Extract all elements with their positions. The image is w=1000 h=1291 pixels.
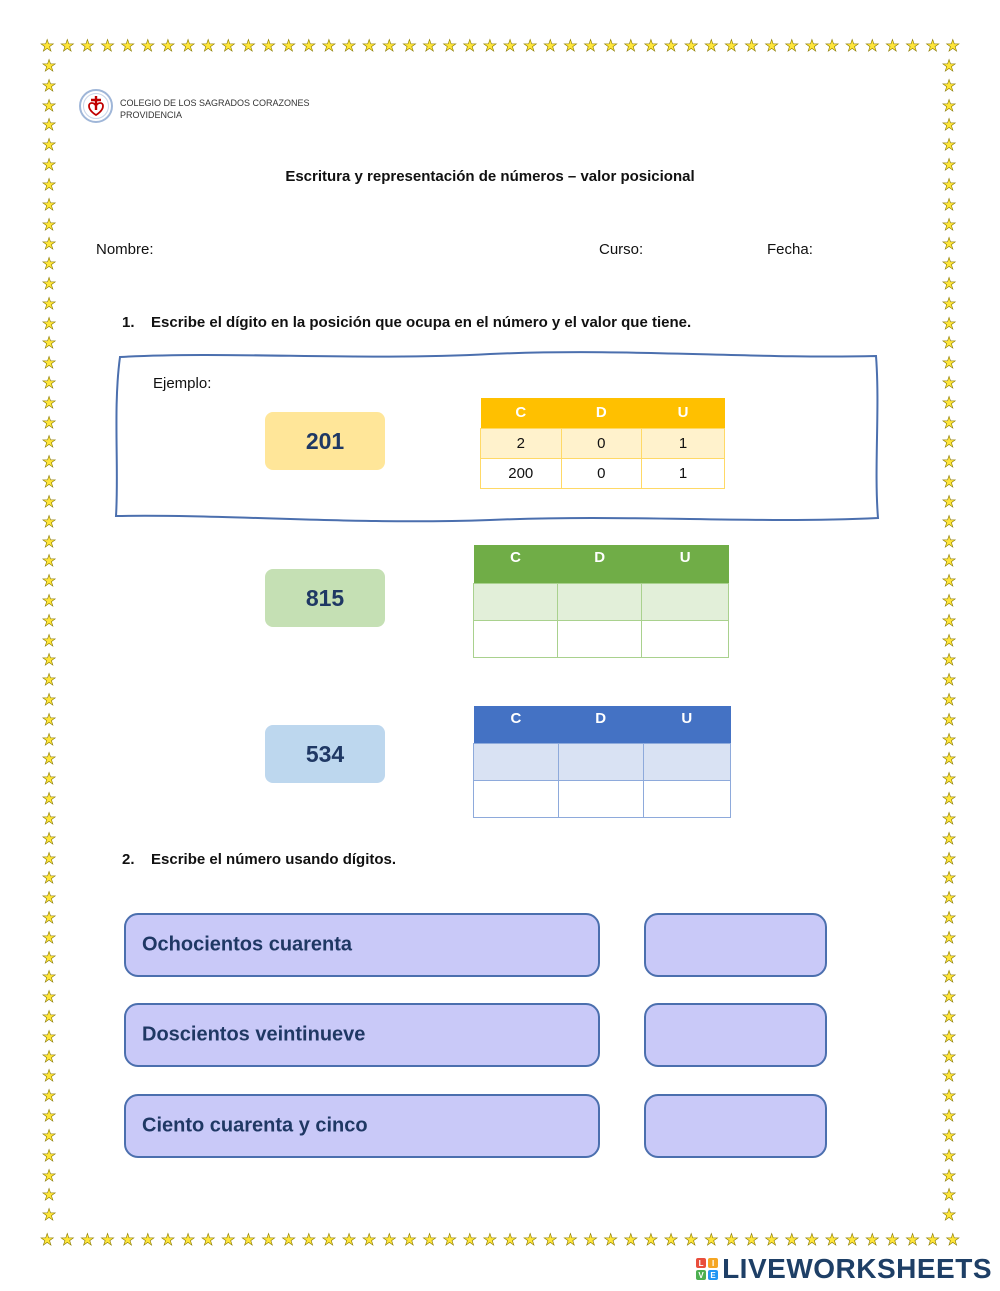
star-icon: ★ <box>281 1232 296 1249</box>
header-centenas: C <box>510 710 522 727</box>
star-icon: ★ <box>941 573 957 591</box>
star-icon: ★ <box>704 1232 719 1249</box>
school-crest-icon <box>78 88 114 124</box>
input-815-value-d[interactable] <box>558 620 642 657</box>
star-icon: ★ <box>201 38 216 55</box>
star-icon: ★ <box>422 1232 437 1249</box>
star-icon: ★ <box>885 1232 900 1249</box>
star-icon: ★ <box>603 1232 618 1249</box>
star-icon: ★ <box>41 929 57 947</box>
star-icon: ★ <box>744 38 759 55</box>
star-icon: ★ <box>603 38 618 55</box>
star-icon: ★ <box>623 38 638 55</box>
star-icon: ★ <box>41 791 57 809</box>
star-icon: ★ <box>941 969 957 987</box>
star-icon: ★ <box>764 38 779 55</box>
course-label: Curso: <box>599 241 644 258</box>
header-decenas: D <box>594 549 606 566</box>
star-icon: ★ <box>41 989 57 1007</box>
block-i: I <box>708 1258 718 1268</box>
words-box-2 <box>124 1003 600 1067</box>
star-icon: ★ <box>140 1232 155 1249</box>
answer-input-2[interactable] <box>644 1003 827 1067</box>
star-icon: ★ <box>865 38 880 55</box>
input-534-value-d[interactable] <box>558 780 643 817</box>
star-icon: ★ <box>382 1232 397 1249</box>
input-815-digit-d[interactable] <box>558 583 642 620</box>
star-icon: ★ <box>543 38 558 55</box>
words-text-2: Doscientos veintinueve <box>142 1023 366 1046</box>
star-icon: ★ <box>941 909 957 927</box>
star-icon: ★ <box>41 909 57 927</box>
example-digit-u: 1 <box>642 428 725 458</box>
star-icon: ★ <box>941 890 957 908</box>
star-icon: ★ <box>563 1232 578 1249</box>
star-icon: ★ <box>885 38 900 55</box>
star-icon: ★ <box>905 38 920 55</box>
star-icon: ★ <box>41 553 57 571</box>
star-icon: ★ <box>663 38 679 55</box>
star-icon: ★ <box>120 1232 135 1249</box>
school-name-line2: PROVIDENCIA <box>120 110 183 120</box>
star-icon: ★ <box>382 38 397 55</box>
star-icon: ★ <box>583 38 598 55</box>
star-icon: ★ <box>941 117 957 135</box>
star-icon: ★ <box>402 1232 417 1249</box>
star-icon: ★ <box>41 850 57 868</box>
words-box-3 <box>124 1094 600 1158</box>
star-icon: ★ <box>341 1232 357 1249</box>
question1-text: Escribe el dígito en la posición que ocupa en el número y el valor que tiene. <box>151 314 692 331</box>
star-icon: ★ <box>941 711 957 729</box>
star-icon: ★ <box>402 38 417 55</box>
liveworksheets-blocks-icon <box>696 1258 718 1280</box>
star-icon: ★ <box>41 949 57 967</box>
star-icon: ★ <box>941 612 957 630</box>
star-icon: ★ <box>41 137 57 155</box>
star-icon: ★ <box>41 731 57 749</box>
block-e: E <box>708 1270 718 1280</box>
star-icon: ★ <box>941 850 957 868</box>
star-icon: ★ <box>523 38 538 55</box>
star-icon: ★ <box>41 77 57 95</box>
name-label: Nombre: <box>96 241 154 258</box>
star-icon: ★ <box>941 632 957 650</box>
star-icon: ★ <box>261 1232 276 1249</box>
star-icon: ★ <box>41 870 57 888</box>
liveworksheets-brand: LIVEWORKSHEETS <box>722 1253 992 1284</box>
star-icon: ★ <box>241 1232 256 1249</box>
star-icon: ★ <box>41 58 57 75</box>
star-icon: ★ <box>41 672 57 690</box>
star-icon: ★ <box>41 236 57 254</box>
star-icon: ★ <box>41 1028 57 1046</box>
words-text-3: Ciento cuarenta y cinco <box>142 1114 368 1137</box>
star-icon: ★ <box>945 1232 960 1249</box>
star-icon: ★ <box>180 1232 196 1249</box>
star-icon: ★ <box>941 97 957 115</box>
star-icon: ★ <box>941 275 957 293</box>
star-icon: ★ <box>41 751 57 769</box>
header-centenas: C <box>515 404 527 422</box>
star-icon: ★ <box>80 1232 95 1249</box>
example-value-d: 0 <box>561 458 642 488</box>
star-icon: ★ <box>784 38 799 55</box>
star-icon: ★ <box>100 38 115 55</box>
example-number-box: 201 <box>265 412 385 470</box>
star-icon: ★ <box>941 414 957 432</box>
star-icon: ★ <box>941 949 957 967</box>
input-534-value-c[interactable] <box>474 780 559 817</box>
star-icon: ★ <box>523 1232 538 1249</box>
star-icon: ★ <box>941 375 957 392</box>
question1-number: 1. <box>122 314 135 331</box>
star-icon: ★ <box>941 751 957 769</box>
star-icon: ★ <box>941 1207 957 1225</box>
star-icon: ★ <box>941 1048 957 1066</box>
star-icon: ★ <box>941 652 957 670</box>
star-icon: ★ <box>41 890 57 908</box>
star-icon: ★ <box>462 1232 477 1249</box>
input-534-digit-c[interactable] <box>474 743 559 780</box>
star-icon: ★ <box>41 256 57 274</box>
place-value-table-534 <box>473 706 731 818</box>
star-icon: ★ <box>941 592 957 610</box>
star-icon: ★ <box>941 672 957 690</box>
star-icon: ★ <box>941 870 957 888</box>
star-icon: ★ <box>41 117 57 135</box>
header-unidades: U <box>677 404 689 422</box>
star-icon: ★ <box>60 38 75 55</box>
star-icon: ★ <box>160 1232 176 1249</box>
star-icon: ★ <box>301 1232 316 1249</box>
star-icon: ★ <box>41 375 57 392</box>
star-icon: ★ <box>41 652 57 670</box>
star-icon: ★ <box>941 929 957 947</box>
star-icon: ★ <box>482 1232 498 1249</box>
star-border-left <box>39 58 59 1226</box>
example-value-c: 200 <box>481 458 562 488</box>
star-icon: ★ <box>941 533 957 551</box>
star-icon: ★ <box>41 711 57 729</box>
block-l: L <box>696 1258 706 1268</box>
words-box-1 <box>124 913 600 977</box>
number-box-534: 534 <box>265 725 385 783</box>
star-icon: ★ <box>41 573 57 591</box>
school-name-line1: COLEGIO DE LOS SAGRADOS CORAZONES <box>120 98 310 108</box>
block-v: V <box>696 1270 706 1280</box>
star-icon: ★ <box>941 137 957 155</box>
star-border-bottom <box>40 1231 960 1251</box>
star-icon: ★ <box>941 989 957 1007</box>
star-icon: ★ <box>941 196 957 214</box>
star-icon: ★ <box>941 77 957 95</box>
star-icon: ★ <box>925 1232 940 1249</box>
answer-input-3[interactable] <box>644 1094 827 1158</box>
star-icon: ★ <box>41 493 57 511</box>
star-icon: ★ <box>41 592 57 610</box>
star-icon: ★ <box>41 295 57 313</box>
star-icon: ★ <box>941 295 957 313</box>
star-icon: ★ <box>80 38 95 55</box>
star-icon: ★ <box>941 315 957 333</box>
star-icon: ★ <box>221 38 236 55</box>
star-icon: ★ <box>41 434 57 452</box>
star-icon: ★ <box>41 1187 57 1205</box>
star-icon: ★ <box>824 1232 840 1249</box>
star-icon: ★ <box>41 394 57 412</box>
star-icon: ★ <box>941 810 957 828</box>
star-icon: ★ <box>41 176 57 194</box>
question2-number: 2. <box>122 851 135 868</box>
star-icon: ★ <box>941 256 957 274</box>
star-icon: ★ <box>941 1147 957 1165</box>
star-icon: ★ <box>824 38 840 55</box>
star-icon: ★ <box>804 1232 820 1249</box>
star-icon: ★ <box>941 731 957 749</box>
star-icon: ★ <box>623 1232 638 1249</box>
input-534-digit-d[interactable] <box>558 743 643 780</box>
star-icon: ★ <box>502 38 518 55</box>
number-box-815: 815 <box>265 569 385 627</box>
star-icon: ★ <box>941 434 957 452</box>
star-icon: ★ <box>941 830 957 848</box>
star-icon: ★ <box>41 810 57 828</box>
star-icon: ★ <box>941 1088 957 1106</box>
page-title: Escritura y representación de números – valor posicional <box>285 168 695 185</box>
star-icon: ★ <box>925 38 940 55</box>
example-place-value-table <box>480 398 725 489</box>
star-icon: ★ <box>41 1207 57 1225</box>
star-border-right <box>939 58 959 1226</box>
star-icon: ★ <box>462 38 477 55</box>
star-icon: ★ <box>941 513 957 531</box>
star-icon: ★ <box>41 830 57 848</box>
star-icon: ★ <box>41 454 57 472</box>
star-icon: ★ <box>41 216 57 234</box>
star-icon: ★ <box>241 38 256 55</box>
input-815-digit-u[interactable] <box>642 583 729 620</box>
star-icon: ★ <box>941 1068 957 1086</box>
input-815-value-u[interactable] <box>642 620 729 657</box>
star-icon: ★ <box>941 394 957 412</box>
star-icon: ★ <box>442 38 457 55</box>
star-icon: ★ <box>905 1232 920 1249</box>
star-icon: ★ <box>482 38 498 55</box>
star-icon: ★ <box>40 38 55 55</box>
star-icon: ★ <box>41 1048 57 1066</box>
input-815-digit-c[interactable] <box>474 583 558 620</box>
header-decenas: D <box>595 710 607 727</box>
star-icon: ★ <box>41 335 57 353</box>
star-icon: ★ <box>543 1232 558 1249</box>
star-icon: ★ <box>941 1009 957 1026</box>
star-icon: ★ <box>41 1167 57 1185</box>
star-icon: ★ <box>784 1232 799 1249</box>
date-label: Fecha: <box>767 241 813 258</box>
star-icon: ★ <box>941 176 957 194</box>
star-icon: ★ <box>120 38 135 55</box>
star-icon: ★ <box>362 1232 377 1249</box>
star-icon: ★ <box>941 454 957 472</box>
star-icon: ★ <box>41 692 57 709</box>
star-icon: ★ <box>41 1009 57 1026</box>
star-icon: ★ <box>945 38 960 55</box>
star-icon: ★ <box>321 1232 337 1249</box>
input-534-digit-u[interactable] <box>643 743 730 780</box>
star-icon: ★ <box>684 1232 699 1249</box>
star-icon: ★ <box>704 38 719 55</box>
star-icon: ★ <box>442 1232 457 1249</box>
answer-input-1[interactable] <box>644 913 827 977</box>
star-icon: ★ <box>341 38 357 55</box>
question2-text: Escribe el número usando dígitos. <box>151 851 397 868</box>
star-icon: ★ <box>941 791 957 809</box>
star-icon: ★ <box>865 1232 880 1249</box>
star-icon: ★ <box>941 493 957 511</box>
star-icon: ★ <box>643 38 659 55</box>
header-unidades: U <box>679 549 691 566</box>
star-icon: ★ <box>764 1232 779 1249</box>
star-icon: ★ <box>41 1088 57 1106</box>
star-icon: ★ <box>41 632 57 650</box>
star-icon: ★ <box>100 1232 115 1249</box>
header-decenas: D <box>595 404 607 422</box>
star-icon: ★ <box>941 771 957 789</box>
star-icon: ★ <box>160 38 176 55</box>
star-border-top <box>40 37 960 57</box>
star-icon: ★ <box>41 533 57 551</box>
star-icon: ★ <box>941 1127 957 1145</box>
example-digit-d: 0 <box>561 428 642 458</box>
star-icon: ★ <box>941 1028 957 1046</box>
star-icon: ★ <box>563 38 578 55</box>
star-icon: ★ <box>502 1232 518 1249</box>
star-icon: ★ <box>643 1232 659 1249</box>
star-icon: ★ <box>941 1187 957 1205</box>
words-text-1: Ochocientos cuarenta <box>142 933 353 956</box>
star-icon: ★ <box>41 275 57 293</box>
star-icon: ★ <box>362 38 377 55</box>
star-icon: ★ <box>583 1232 598 1249</box>
star-icon: ★ <box>941 355 957 373</box>
star-icon: ★ <box>804 38 820 55</box>
star-icon: ★ <box>941 236 957 254</box>
example-digit-c: 2 <box>481 428 562 458</box>
star-icon: ★ <box>41 1127 57 1145</box>
star-icon: ★ <box>41 771 57 789</box>
input-815-value-c[interactable] <box>474 620 558 657</box>
header-centenas: C <box>510 549 521 566</box>
liveworksheets-logo <box>696 1253 992 1285</box>
star-icon: ★ <box>941 335 957 353</box>
star-icon: ★ <box>941 474 957 492</box>
star-icon: ★ <box>724 38 739 55</box>
header-unidades: U <box>681 710 693 727</box>
star-icon: ★ <box>41 1108 57 1126</box>
star-icon: ★ <box>941 1108 957 1126</box>
star-icon: ★ <box>941 692 957 709</box>
star-icon: ★ <box>140 38 155 55</box>
example-label: Ejemplo: <box>153 375 212 392</box>
star-icon: ★ <box>41 1147 57 1165</box>
star-icon: ★ <box>41 474 57 492</box>
star-icon: ★ <box>941 157 957 175</box>
star-icon: ★ <box>41 414 57 432</box>
star-icon: ★ <box>845 38 860 55</box>
star-icon: ★ <box>663 1232 679 1249</box>
star-icon: ★ <box>41 315 57 333</box>
star-icon: ★ <box>301 38 316 55</box>
star-icon: ★ <box>422 38 437 55</box>
star-icon: ★ <box>41 97 57 115</box>
star-icon: ★ <box>41 196 57 214</box>
star-icon: ★ <box>41 612 57 630</box>
star-icon: ★ <box>941 553 957 571</box>
star-icon: ★ <box>41 1068 57 1086</box>
star-icon: ★ <box>941 216 957 234</box>
input-534-value-u[interactable] <box>643 780 730 817</box>
example-value-u: 1 <box>642 458 725 488</box>
star-icon: ★ <box>724 1232 739 1249</box>
star-icon: ★ <box>281 38 296 55</box>
star-icon: ★ <box>684 38 699 55</box>
star-icon: ★ <box>41 355 57 373</box>
star-icon: ★ <box>321 38 337 55</box>
star-icon: ★ <box>41 157 57 175</box>
star-icon: ★ <box>41 969 57 987</box>
star-icon: ★ <box>40 1232 55 1249</box>
school-name <box>120 97 310 121</box>
star-icon: ★ <box>41 513 57 531</box>
star-icon: ★ <box>221 1232 236 1249</box>
star-icon: ★ <box>845 1232 860 1249</box>
place-value-table-815 <box>473 545 729 658</box>
star-icon: ★ <box>180 38 196 55</box>
star-icon: ★ <box>261 38 276 55</box>
star-icon: ★ <box>941 58 957 75</box>
star-icon: ★ <box>941 1167 957 1185</box>
star-icon: ★ <box>744 1232 759 1249</box>
star-icon: ★ <box>201 1232 216 1249</box>
star-icon: ★ <box>60 1232 75 1249</box>
